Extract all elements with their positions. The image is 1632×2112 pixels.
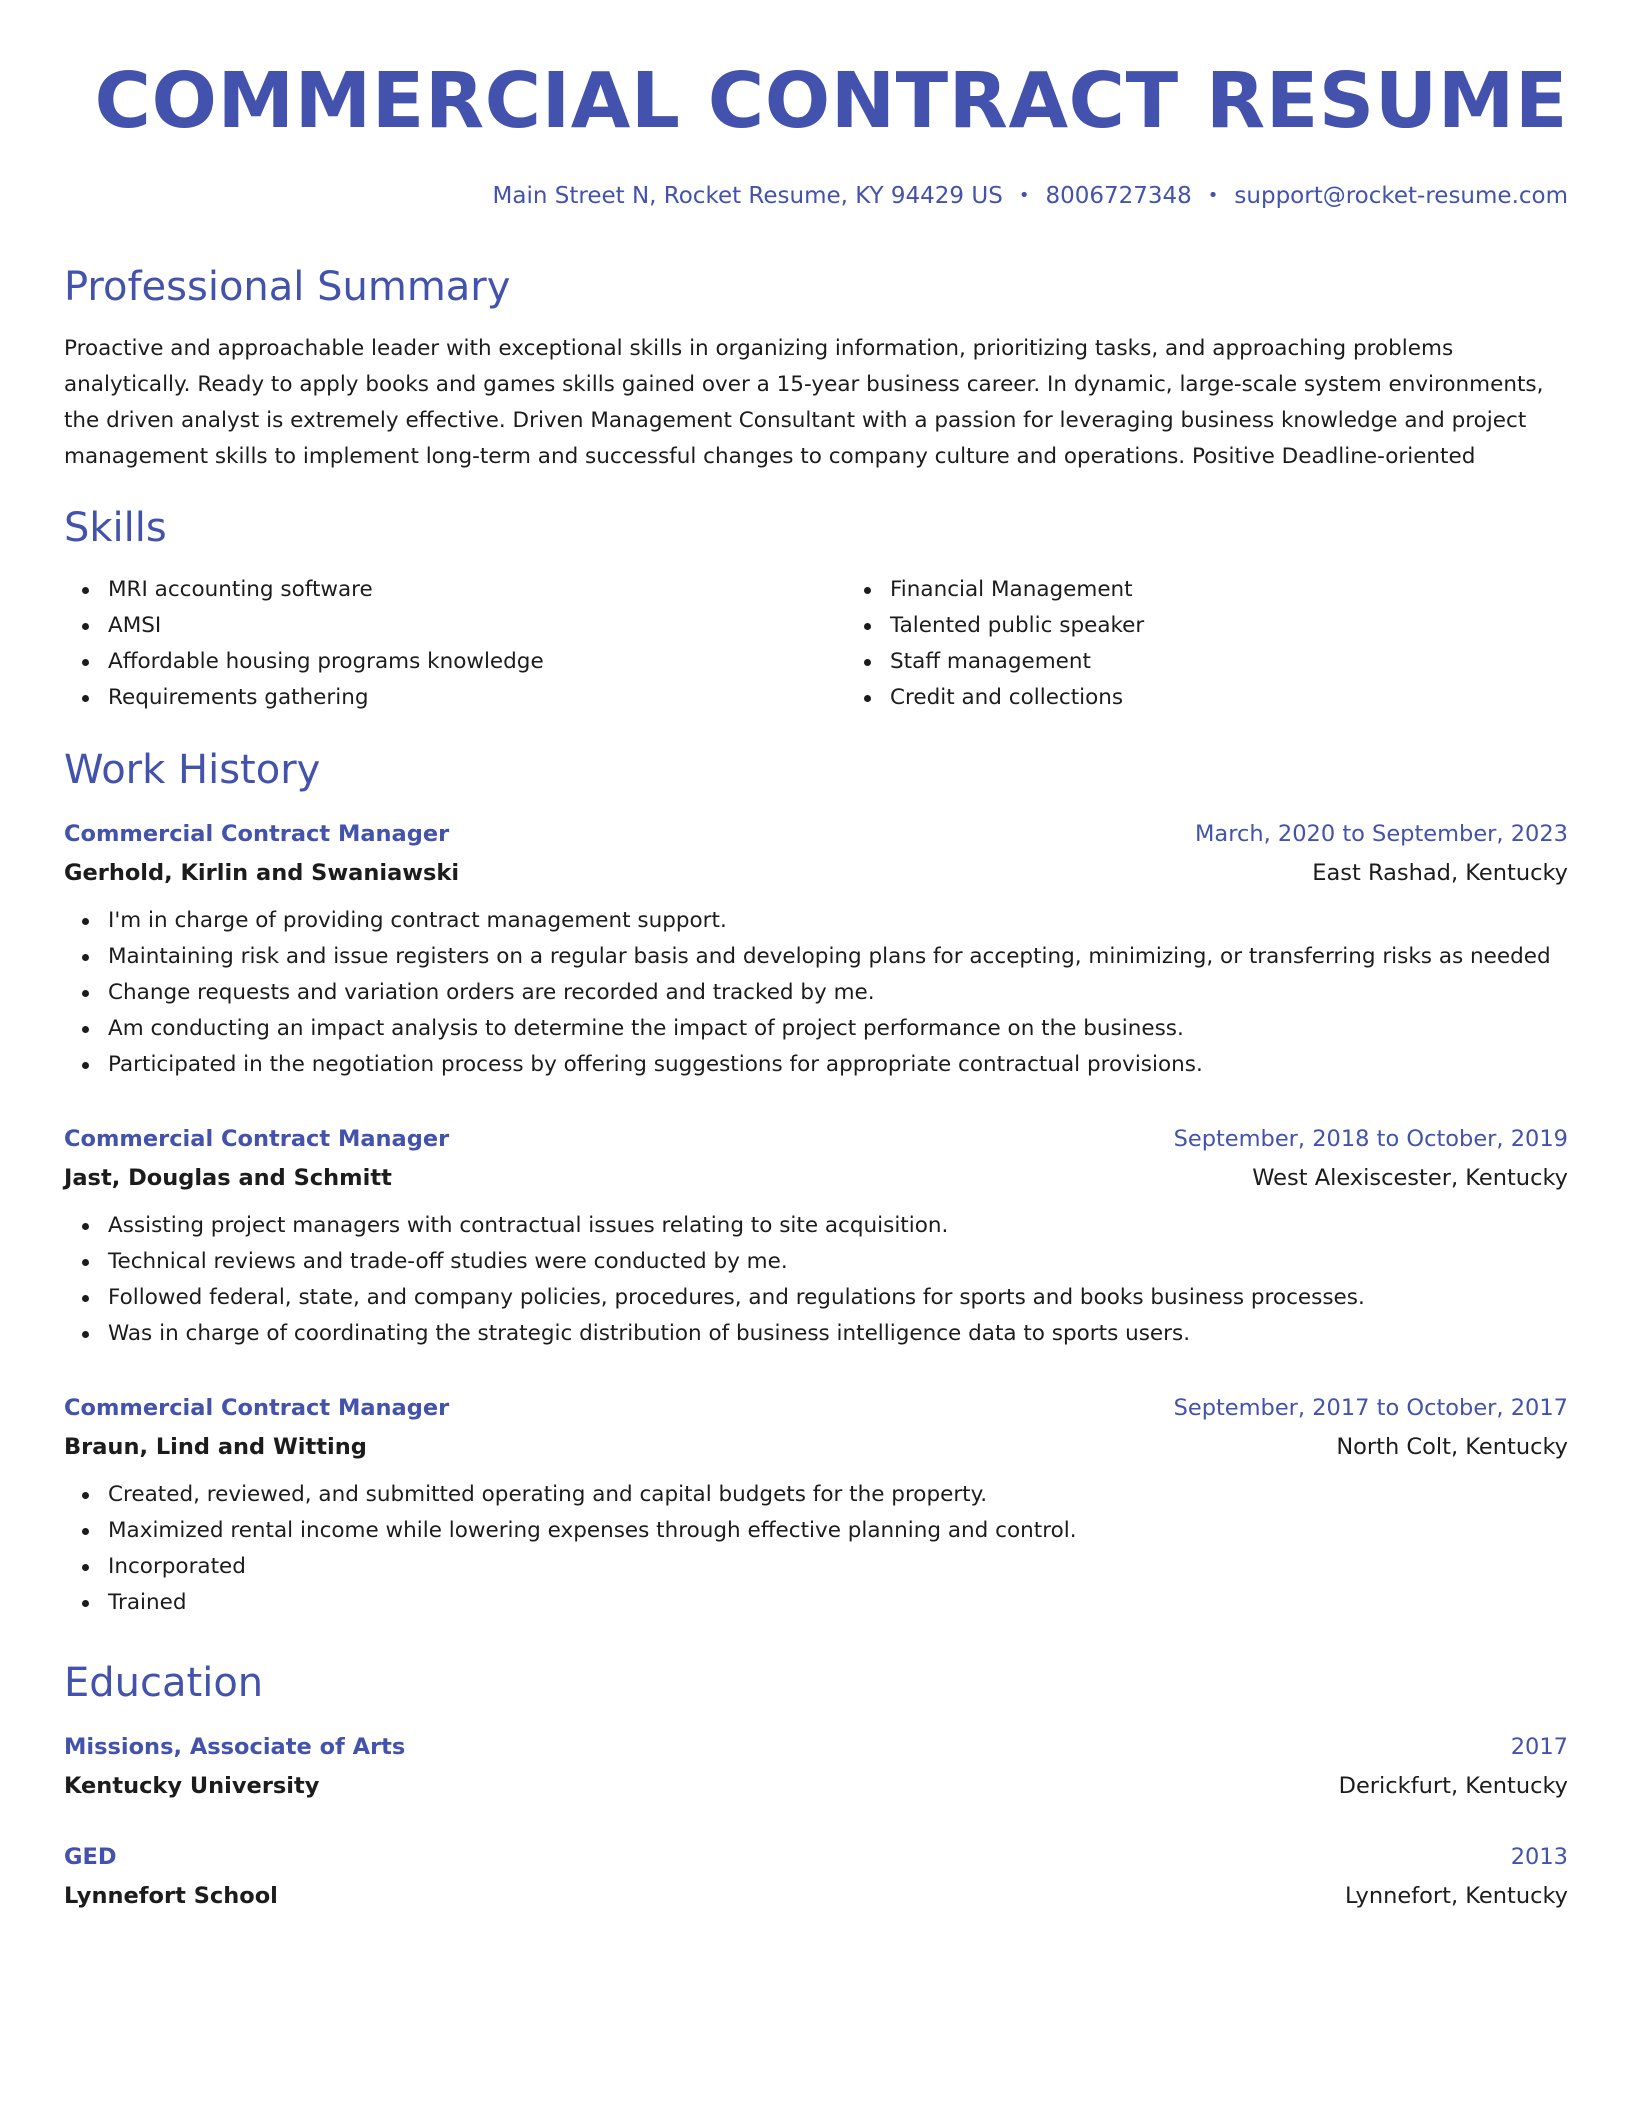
skill-item: Requirements gathering (108, 680, 808, 716)
job-bullet: Created, reviewed, and submitted operating and capital budgets for the property. (108, 1477, 1568, 1513)
job-role: Commercial Contract Manager (64, 1395, 450, 1421)
job-bullet: Was in charge of coordinating the strategic distribution of business intelligence data to sports users. (108, 1316, 1568, 1352)
skill-item: Staff management (890, 644, 1546, 680)
job-bullets (64, 1208, 1568, 1352)
skills-list (64, 572, 1568, 716)
education-entry (64, 1728, 1568, 1806)
contact-email: support@rocket-resume.com (1234, 183, 1568, 209)
education-location: Lynnefort, Kentucky (1345, 1883, 1568, 1909)
skill-item: AMSI (108, 608, 808, 644)
skills-column-1 (64, 572, 808, 716)
education-entry (64, 1838, 1568, 1916)
job-location: West Alexiscester, Kentucky (1252, 1165, 1568, 1191)
skill-item: MRI accounting software (108, 572, 808, 608)
job-location: North Colt, Kentucky (1336, 1434, 1568, 1460)
resume-title: COMMERCIAL CONTRACT RESUME (94, 57, 1568, 146)
summary-text: Proactive and approachable leader with exceptional skills in organizing information, prioritizing tasks, and approaching problems analytically. Ready to apply books and games skills gained over a 15-year business career. In dynamic, large-scale system environments, the driven analyst is extremely effective. Driven Management Consultant with a passion for leveraging business knowledge and project management skills to implement long-term and successful changes to company culture and operations. Positive Deadline-oriented (64, 336, 1544, 469)
job-company: Jast, Douglas and Schmitt (64, 1165, 392, 1191)
education-year: 2017 (1510, 1734, 1568, 1760)
education-degree: Missions, Associate of Arts (64, 1734, 406, 1760)
job-entry (64, 1120, 1568, 1352)
job-location: East Rashad, Kentucky (1312, 860, 1568, 886)
job-bullet: Participated in the negotiation process by offering suggestions for appropriate contractual provisions. (108, 1047, 1568, 1083)
job-bullet: Assisting project managers with contractual issues relating to site acquisition. (108, 1208, 1568, 1244)
job-bullet: Followed federal, state, and company policies, procedures, and regulations for sports and books business processes. (108, 1280, 1568, 1316)
job-company: Gerhold, Kirlin and Swaniawski (64, 860, 460, 886)
job-role: Commercial Contract Manager (64, 1126, 450, 1152)
job-bullet: Am conducting an impact analysis to determine the impact of project performance on the business. (108, 1011, 1568, 1047)
job-bullet: Change requests and variation orders are recorded and tracked by me. (108, 975, 1568, 1011)
skill-item: Credit and collections (890, 680, 1546, 716)
job-bullets (64, 903, 1568, 1083)
contact-phone: 8006727348 (1045, 183, 1192, 209)
job-bullet: Technical reviews and trade-off studies were conducted by me. (108, 1244, 1568, 1280)
section-title-work-history: Work History (64, 747, 321, 793)
job-bullet: Trained (108, 1585, 1568, 1621)
education-degree: GED (64, 1844, 117, 1870)
job-bullet: I'm in charge of providing contract management support. (108, 903, 1568, 939)
job-bullet: Incorporated (108, 1549, 1568, 1585)
job-dates: September, 2017 to October, 2017 (1173, 1395, 1568, 1421)
job-bullet: Maintaining risk and issue registers on a regular basis and developing plans for accepting, minimizing, or transferring risks as needed (108, 939, 1568, 975)
job-company: Braun, Lind and Witting (64, 1434, 367, 1460)
section-title-summary: Professional Summary (64, 264, 511, 310)
contact-separator: • (1018, 185, 1030, 206)
job-entry (64, 815, 1568, 1083)
education-school: Kentucky University (64, 1773, 320, 1799)
job-bullets (64, 1477, 1568, 1621)
job-role: Commercial Contract Manager (64, 821, 450, 847)
job-dates: March, 2020 to September, 2023 (1195, 821, 1568, 847)
skill-item: Talented public speaker (890, 608, 1546, 644)
contact-separator: • (1207, 185, 1219, 206)
contact-line (493, 180, 1568, 212)
contact-address: Main Street N, Rocket Resume, KY 94429 US (492, 183, 1003, 209)
section-title-education: Education (64, 1660, 264, 1706)
skills-column-2 (846, 572, 1546, 716)
skill-item: Affordable housing programs knowledge (108, 644, 808, 680)
job-entry (64, 1389, 1568, 1621)
skill-item: Financial Management (890, 572, 1546, 608)
job-dates: September, 2018 to October, 2019 (1173, 1126, 1568, 1152)
education-location: Derickfurt, Kentucky (1338, 1773, 1568, 1799)
education-year: 2013 (1510, 1844, 1568, 1870)
section-title-skills: Skills (64, 505, 167, 551)
job-bullet: Maximized rental income while lowering expenses through effective planning and control. (108, 1513, 1568, 1549)
education-school: Lynnefort School (64, 1883, 278, 1909)
